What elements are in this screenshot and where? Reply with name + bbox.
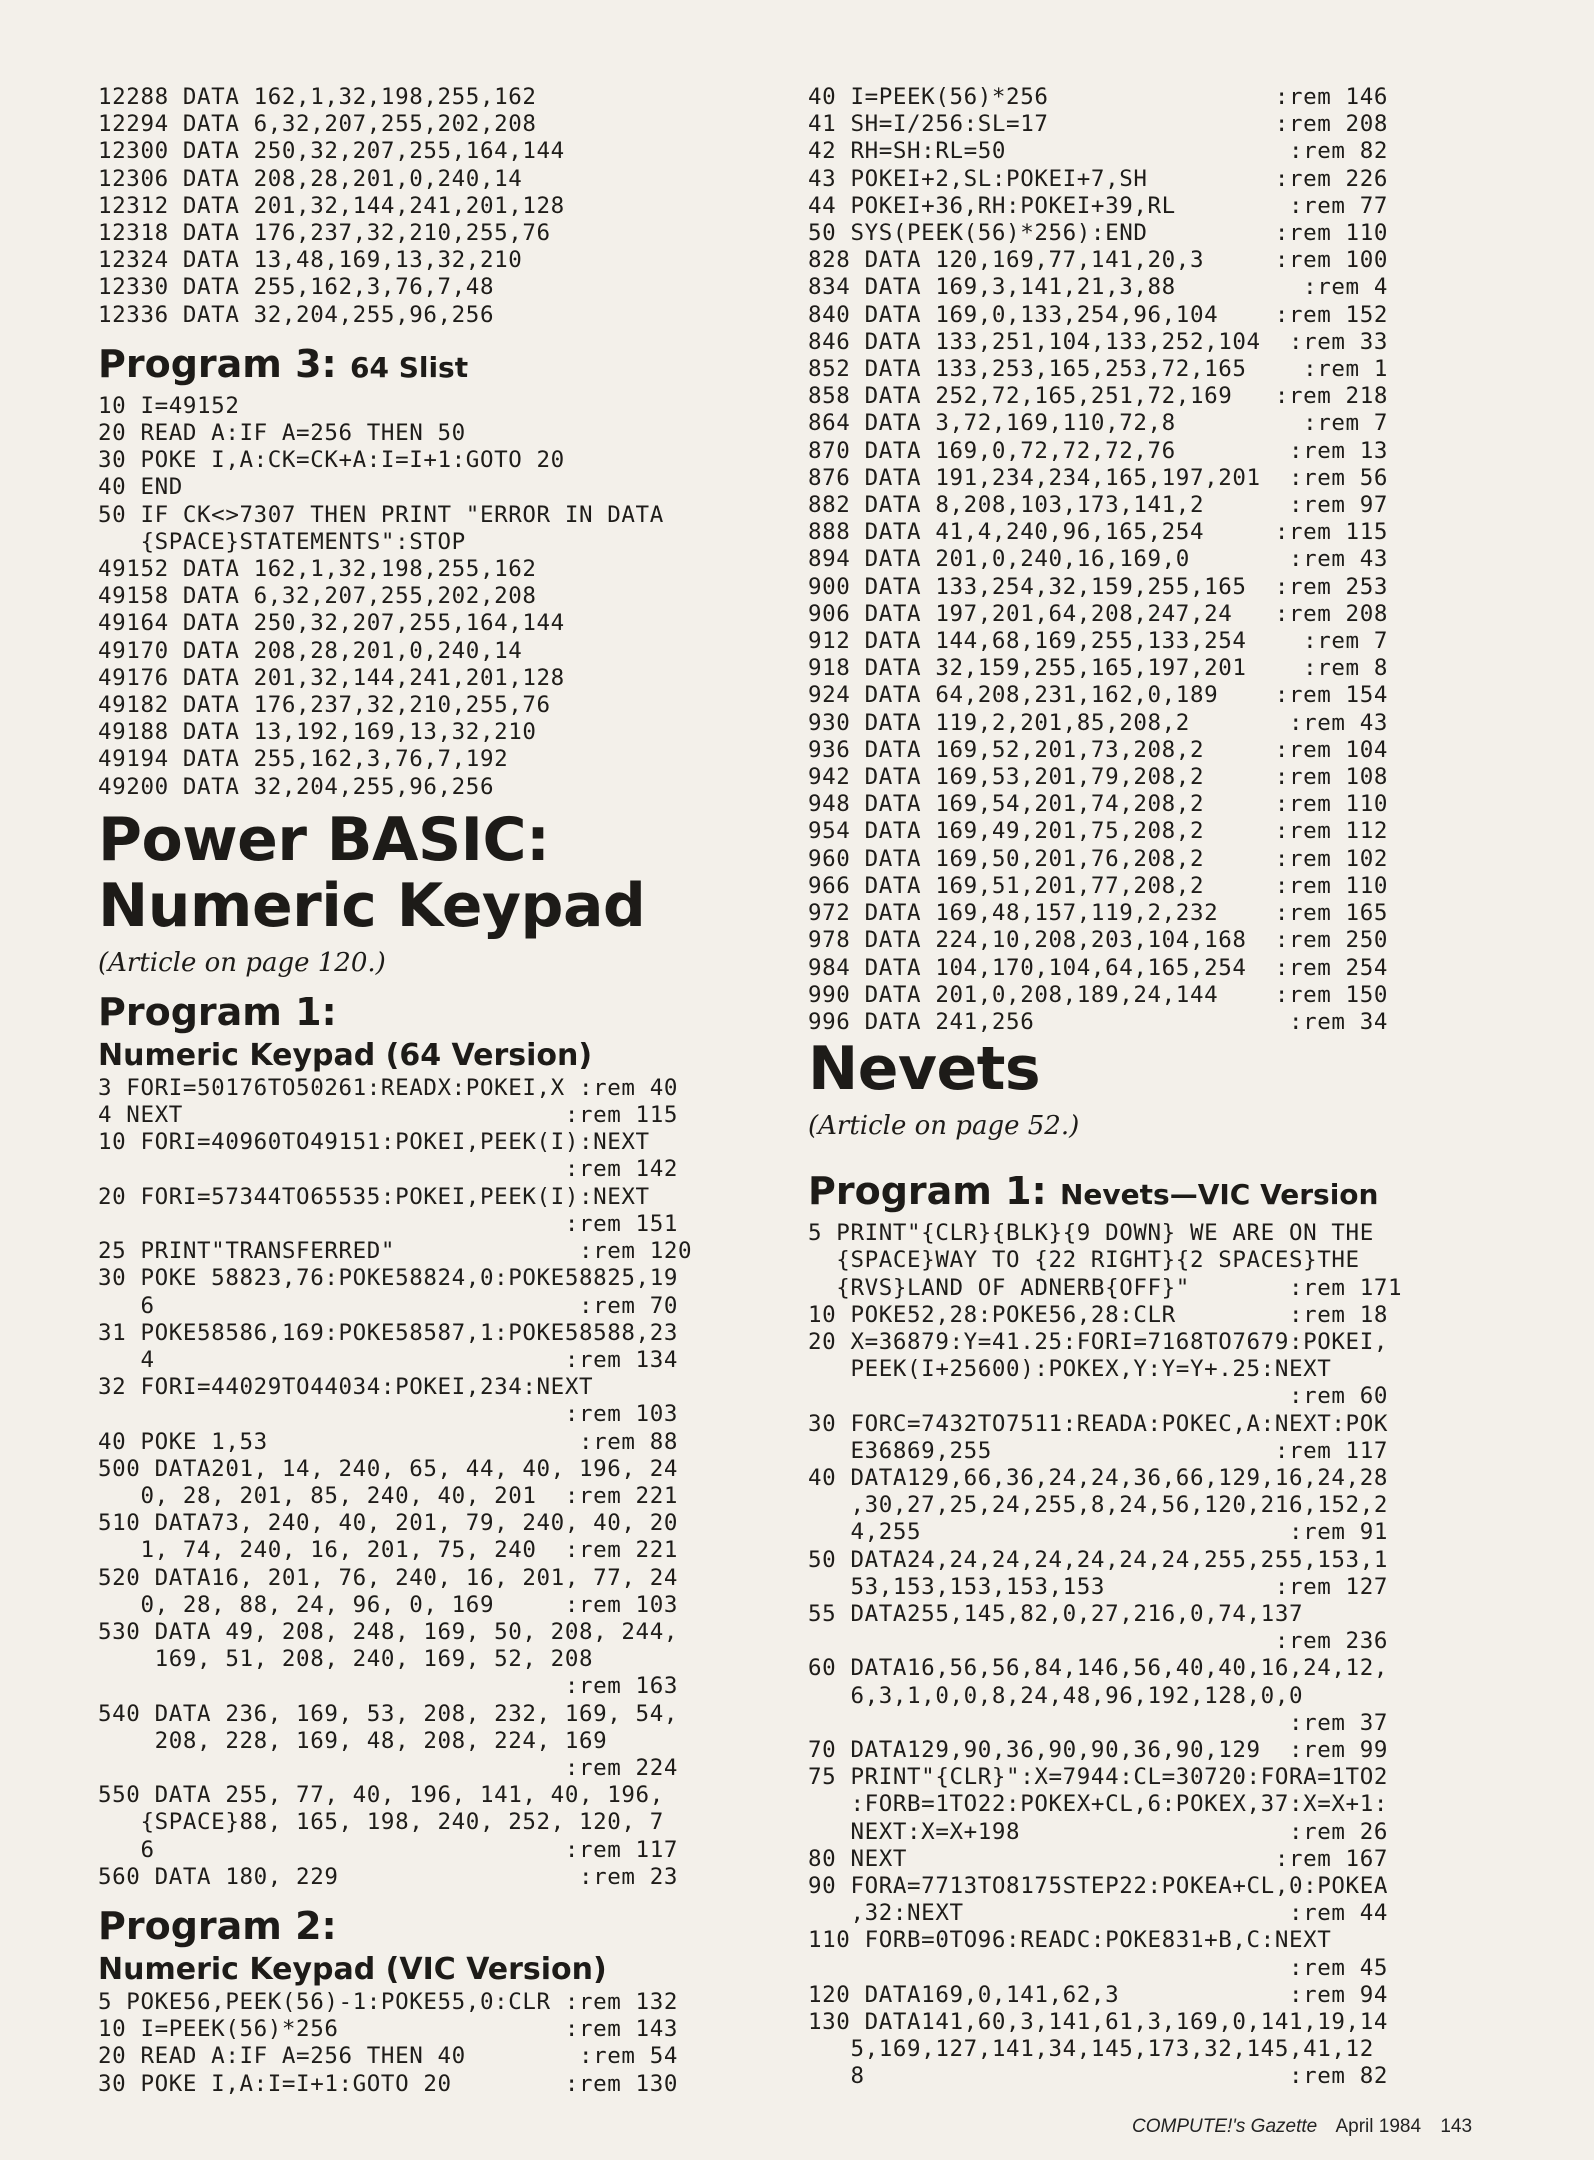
code-listing-12288: 12288 DATA 162,1,32,198,255,162 12294 DATA 6,32,207,255,202,208 12300 DATA 250,32,207,255,164,144 12306 DATA 208,28,201,0,240,14 12312 DATA 201,32,144,241,201,128 12318 DATA 176,237,32,210,255,76 12324 DATA 13,48,169,13,32,210 12330 DATA 255,162,3,76,7,48 12336 DATA 32,204,255,96,256 (98, 84, 565, 328)
nevets-program-1-title: Nevets—VIC Version (1059, 1178, 1379, 1212)
power-basic-title-line1: Power BASIC: (98, 804, 550, 875)
code-listing-nevets-vic: 5 PRINT"{CLR}{BLK}{9 DOWN} WE ARE ON THE {SPACE}WAY TO {22 RIGHT}{2 SPACES}THE {RVS}LAND OF ADNERB{OFF}" :rem 171 10 POKE52,28:POKE56,28:CLR :rem 18 20 X=36879:Y=41.25:FORI=7168TO7679:POKEI, PEEK(I+25600):POKEX,Y:Y=Y+.25:NEXT :rem 60 30 FORC=7432TO7511:READA:POKEC,A:NEXT:POK E36869,255 :rem 117 40 DATA129,66,36,24,24,36,66,129,16,24,28 ,30,27,25,24,255,8,24,56,120,216,152,2 4,255 :rem 91 50 DATA24,24,24,24,24,24,24,255,255,153,1 53,153,153,153,153 :rem 127 55 DATA255,145,82,0,27,216,0,74,137 :rem 236 60 DATA16,56,56,84,146,56,40,40,16,24,12, 6,3,1,0,0,8,24,48,96,192,128,0,0 :rem 37 70 DATA129,90,36,90,90,36,90,129 :rem 99 75 PRINT"{CLR}":X=7944:CL=30720:FORA=1TO2 :FORB=1TO22:POKEX+CL,6:POKEX,37:X=X+1: NEXT:X=X+198 :rem 26 80 NEXT :rem 167 90 FORA=7713TO8175STEP22:POKEA+CL,0:POKEA ,32:NEXT :rem 44 110 FORB=0TO96:READC:POKE831+B,C:NEXT :rem 45 120 DATA169,0,141,62,3 :rem 94 130 DATA141,60,3,141,61,3,169,0,141,19,14 5,169,127,141,34,145,173,32,145,41,12 8 :rem 82 (808, 1220, 1403, 2090)
nevets-program-1-label: Program 1: (808, 1169, 1047, 1214)
program-3-heading (98, 339, 778, 393)
code-listing-keypad-64: 3 FORI=50176TO50261:READX:POKEI,X :rem 40 4 NEXT :rem 115 10 FORI=40960TO49151:POKEI,PEEK(I):NEXT :rem 142 20 FORI=57344TO65535:POKEI,PEEK(I):NEXT :rem 151 25 PRINT"TRANSFERRED" :rem 120 30 POKE 58823,76:POKE58824,0:POKE58825,19 6 :rem 70 31 POKE58586,169:POKE58587,1:POKE58588,23 4 :rem 134 32 FORI=44029TO44034:POKEI,234:NEXT :rem 103 40 POKE 1,53 :rem 88 500 DATA201, 14, 240, 65, 44, 40, 196, 24 0, 28, 201, 85, 240, 40, 201 :rem 221 510 DATA73, 240, 40, 201, 79, 240, 40, 20 1, 74, 240, 16, 201, 75, 240 :rem 221 520 DATA16, 201, 76, 240, 16, 201, 77, 24 0, 28, 88, 24, 96, 0, 169 :rem 103 530 DATA 49, 208, 248, 169, 50, 208, 244, 169, 51, 208, 240, 169, 52, 208 :rem 163 540 DATA 236, 169, 53, 208, 232, 169, 54, 208, 228, 169, 48, 208, 224, 169 :rem 224 550 DATA 255, 77, 40, 196, 141, 40, 196, {SPACE}88, 165, 198, 240, 252, 120, 7 6 :rem 117 560 DATA 180, 229 :rem 23 (98, 1074, 693, 1890)
issue-date: April 1984 (1335, 2116, 1422, 2137)
page-number: 143 (1440, 2116, 1473, 2137)
magazine-name: COMPUTE!'s Gazette (1132, 2116, 1318, 2137)
code-listing-keypad-vic: 5 POKE56,PEEK(56)-1:POKE55,0:CLR :rem 132 10 I=PEEK(56)*256 :rem 143 20 READ A:IF A=256 THEN 40 :rem 54 30 POKE I,A:I=I+1:GOTO 20 :rem 130 (98, 1988, 678, 2097)
power-basic-title-line2: Numeric Keypad (98, 870, 646, 941)
code-listing-keypad-vic-continued: 40 I=PEEK(56)*256 :rem 146 41 SH=I/256:SL=17 :rem 208 42 RH=SH:RL=50 :rem 82 43 POKEI+2,SL:POKEI+7,SH :rem 226 44 POKEI+36,RH:POKEI+39,RL :rem 77 50 SYS(PEEK(56)*256):END :rem 110 828 DATA 120,169,77,141,20,3 :rem 100 834 DATA 169,3,141,21,3,88 :rem 4 840 DATA 169,0,133,254,96,104 :rem 152 846 DATA 133,251,104,133,252,104 :rem 33 852 DATA 133,253,165,253,72,165 :rem 1 858 DATA 252,72,165,251,72,169 :rem 218 864 DATA 3,72,169,110,72,8 :rem 7 870 DATA 169,0,72,72,72,76 :rem 13 876 DATA 191,234,234,165,197,201 :rem 56 882 DATA 8,208,103,173,141,2 :rem 97 888 DATA 41,4,240,96,165,254 :rem 115 894 DATA 201,0,240,16,169,0 :rem 43 900 DATA 133,254,32,159,255,165 :rem 253 906 DATA 197,201,64,208,247,24 :rem 208 912 DATA 144,68,169,255,133,254 :rem 7 918 DATA 32,159,255,165,197,201 :rem 8 924 DATA 64,208,231,162,0,189 :rem 154 930 DATA 119,2,201,85,208,2 :rem 43 936 DATA 169,52,201,73,208,2 :rem 104 942 DATA 169,53,201,79,208,2 :rem 108 948 DATA 169,54,201,74,208,2 :rem 110 954 DATA 169,49,201,75,208,2 :rem 112 960 DATA 169,50,201,76,208,2 :rem 102 966 DATA 169,51,201,77,208,2 :rem 110 972 DATA 169,48,157,119,2,232 :rem 165 978 DATA 224,10,208,203,104,168 :rem 250 984 DATA 104,170,104,64,165,254 :rem 254 990 DATA 201,0,208,189,24,144 :rem 150 996 DATA 241,256 :rem 34 (808, 84, 1388, 1035)
keypad-program-1-label: Program 1: (98, 989, 337, 1034)
nevets-program-1-heading (808, 1166, 1480, 1220)
power-basic-article-note: (Article on page 120.) (98, 947, 386, 978)
keypad-program-2-subtitle: Numeric Keypad (VIC Version) (98, 1951, 607, 1987)
nevets-title: Nevets (808, 1034, 1041, 1105)
program-3-title: 64 Slist (349, 350, 469, 384)
nevets-article-note: (Article on page 52.) (808, 1111, 1080, 1142)
program-3-label: Program 3: (98, 341, 337, 386)
code-listing-64-slist: 10 I=49152 20 READ A:IF A=256 THEN 50 30 POKE I,A:CK=CK+A:I=I+1:GOTO 20 40 END 50 IF CK<>7307 THEN PRINT "ERROR IN DATA {SPACE}STATEMENTS":STOP 49152 DATA 162,1,32,198,255,162 49158 DATA 6,32,207,255,202,208 49164 DATA 250,32,207,255,164,144 49170 DATA 208,28,201,0,240,14 49176 DATA 201,32,144,241,201,128 49182 DATA 176,237,32,210,255,76 49188 DATA 13,192,169,13,32,210 49194 DATA 255,162,3,76,7,192 49200 DATA 32,204,255,96,256 (98, 392, 664, 800)
keypad-program-2-label: Program 2: (98, 1903, 337, 1948)
left-column (98, 84, 778, 2098)
right-column (808, 84, 1480, 2091)
keypad-program-1-subtitle: Numeric Keypad (64 Version) (98, 1037, 593, 1073)
power-basic-title (98, 804, 778, 941)
page-footer (1132, 2116, 1472, 2138)
